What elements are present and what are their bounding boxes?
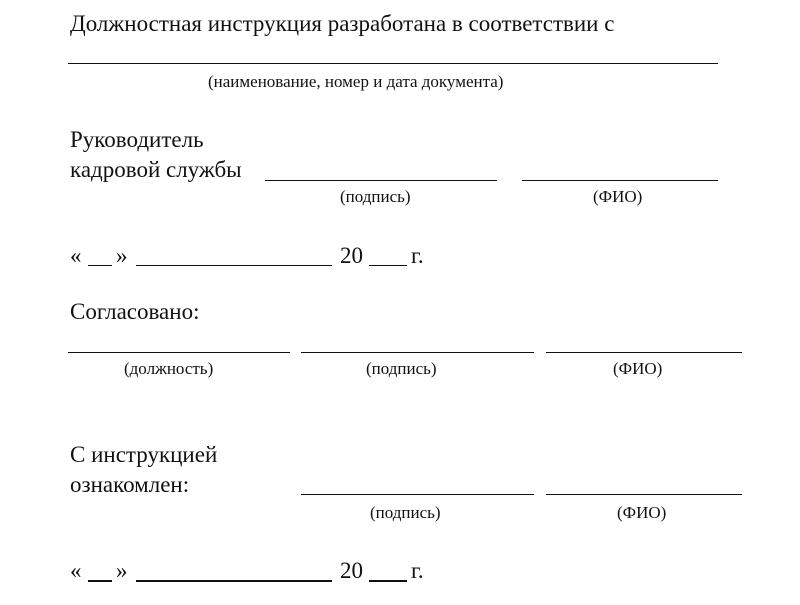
acknowledged-signature-line[interactable] <box>301 494 534 495</box>
approval-signature-line[interactable] <box>301 352 534 353</box>
date2-open-quote: « <box>70 558 82 583</box>
date1-close-quote: » <box>116 243 128 268</box>
approval-name-caption: (ФИО) <box>613 359 663 378</box>
date1-year-line[interactable] <box>369 265 407 266</box>
approval-position-line[interactable] <box>68 352 290 353</box>
approval-signature-caption: (подпись) <box>366 359 437 378</box>
acknowledged-name-caption: (ФИО) <box>617 503 667 522</box>
date2-year-prefix: 20 <box>340 558 363 583</box>
hr-head-name-line[interactable] <box>522 180 718 181</box>
hr-head-label-line1: Руководитель <box>70 127 204 152</box>
date2-year-suffix: г. <box>411 558 424 583</box>
hr-head-signature-caption: (подпись) <box>340 187 411 206</box>
date1-year-prefix: 20 <box>340 243 363 268</box>
date1-day-line[interactable] <box>88 265 112 266</box>
date1-open-quote: « <box>70 243 82 268</box>
date2-month-line[interactable] <box>136 580 332 582</box>
header-text: Должностная инструкция разработана в соответствии с <box>70 11 615 36</box>
date1-month-line[interactable] <box>136 265 332 266</box>
approval-title: Согласовано: <box>70 299 200 324</box>
date1-year-suffix: г. <box>411 243 424 268</box>
date2-day-line[interactable] <box>88 580 112 582</box>
document-name-line[interactable] <box>68 63 718 64</box>
acknowledged-label-line1: С инструкцией <box>70 442 218 467</box>
approval-position-caption: (должность) <box>124 359 214 378</box>
hr-head-label-line2: кадровой службы <box>70 157 242 182</box>
approval-name-line[interactable] <box>546 352 742 353</box>
acknowledged-label-line2: ознакомлен: <box>70 472 190 497</box>
hr-head-signature-line[interactable] <box>265 180 497 181</box>
date2-year-line[interactable] <box>369 580 407 582</box>
document-name-caption: (наименование, номер и дата документа) <box>208 72 504 91</box>
acknowledged-name-line[interactable] <box>546 494 742 495</box>
date2-close-quote: » <box>116 558 128 583</box>
hr-head-name-caption: (ФИО) <box>593 187 643 206</box>
acknowledged-signature-caption: (подпись) <box>370 503 441 522</box>
